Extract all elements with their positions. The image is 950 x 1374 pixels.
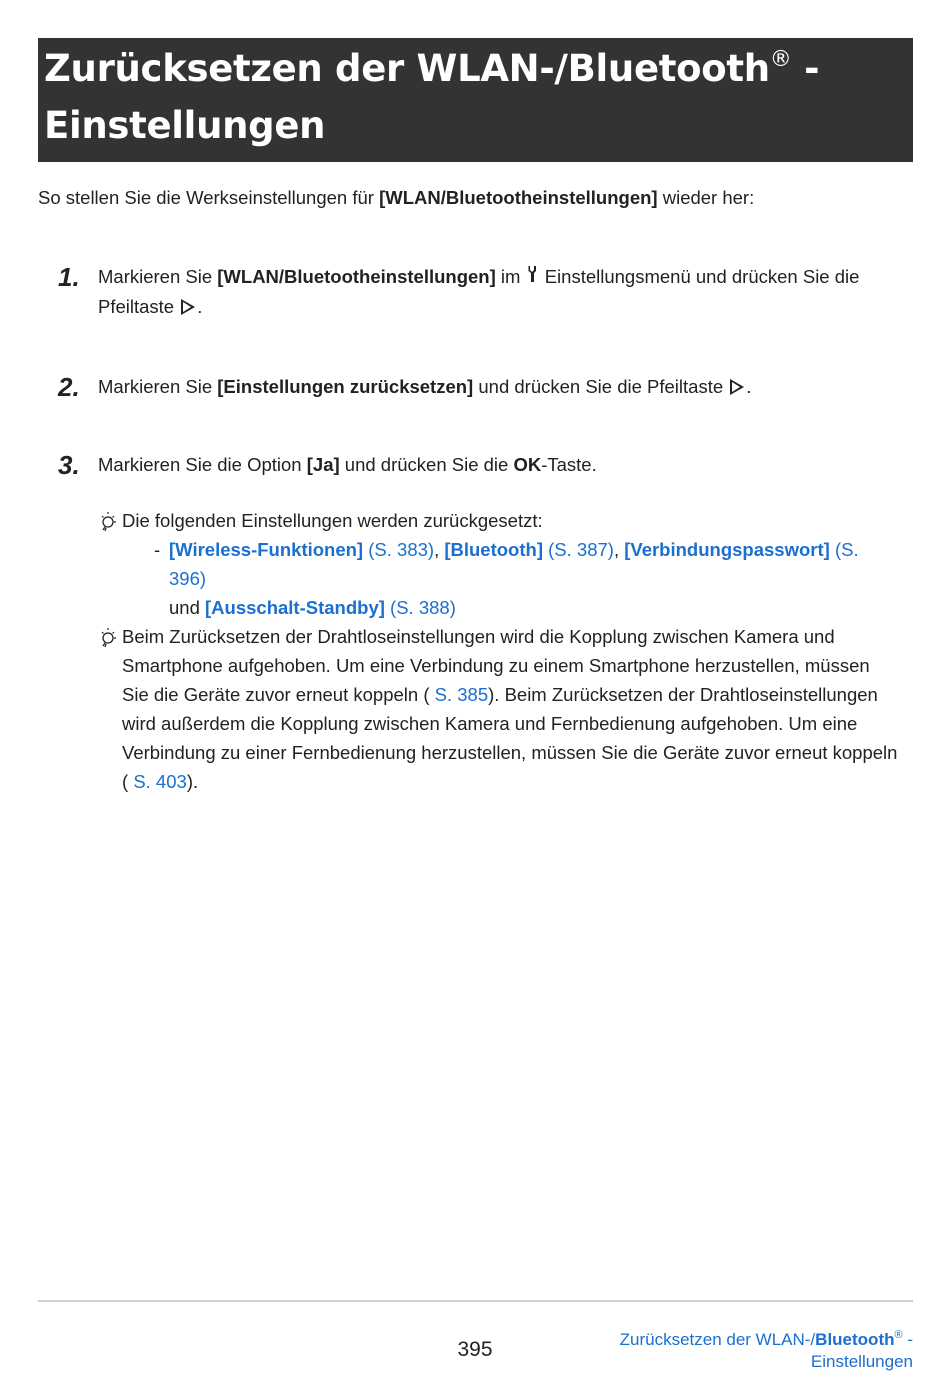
step-text-part: . [197, 296, 203, 317]
link-bluetooth[interactable]: [Bluetooth] [444, 539, 543, 560]
page-ref-link[interactable]: (S. 396) [169, 539, 859, 589]
separator: , [434, 539, 445, 560]
page-title [44, 40, 907, 154]
tip-lightbulb-icon [100, 626, 120, 648]
arrow-right-icon [730, 379, 744, 395]
page-title-dash: - [791, 47, 820, 90]
step-text [98, 262, 898, 322]
tip-text: Die folgenden Einstellungen werden zurückgesetzt: [122, 510, 543, 531]
ok-button-label: OK [513, 454, 542, 475]
footer-title-line2: Einstellungen [810, 1352, 913, 1371]
step-text [98, 372, 898, 402]
footer-title-text: Zurücksetzen der WLAN-/ [619, 1330, 816, 1349]
step-text-part: im [495, 266, 526, 287]
step-text-part: und drücken Sie die [339, 454, 514, 475]
tip-text: ). Beim Zurücksetzen der Drahtloseinstellungen wird außerdem die Kopplung zwischen Kamera und Fernbedienung aufgehoben. Um eine Verbindung zu einer Fernbedienung herzustellen, müssen Sie die Geräte zuvor erneut koppeln ( [122, 684, 898, 792]
step-text-part: und drücken Sie die Pfeiltaste [473, 376, 729, 397]
wrench-icon [528, 262, 538, 292]
page-ref-link[interactable]: S. 403 [133, 771, 187, 792]
tips-section [100, 506, 900, 796]
menu-item-name: [WLAN/Bluetootheinstellungen] [217, 266, 496, 287]
link-connection-password[interactable]: [Verbindungspasswort] [624, 539, 830, 560]
tip-2 [100, 622, 900, 796]
step-text-part: Einstellungsmenü und drücken Sie die Pfeiltaste [98, 266, 860, 317]
list-dash: - [154, 539, 161, 560]
list-text: und [169, 597, 206, 618]
step-text [98, 450, 898, 480]
page-ref-link[interactable]: S. 385 [434, 684, 489, 705]
footer-title-dash: - [902, 1330, 913, 1349]
page-number: 395 [457, 1338, 493, 1361]
menu-item-name: [Einstellungen zurücksetzen] [217, 376, 474, 397]
link-wireless-functions[interactable]: [Wireless-Funktionen] [169, 539, 364, 560]
step-text-part: Markieren Sie die Option [98, 454, 307, 475]
reset-settings-list [122, 535, 900, 622]
registered-mark: ® [769, 47, 792, 72]
step-text-part: Markieren Sie [98, 266, 218, 287]
page-ref-link[interactable]: (S. 387) [548, 539, 614, 560]
footer-section-link[interactable] [620, 1329, 913, 1373]
step-number: 2. [58, 372, 80, 402]
page-title-bar [38, 38, 913, 162]
page-title-line2: Einstellungen [44, 104, 326, 147]
footer-title-bold: Bluetooth [815, 1330, 895, 1349]
step-text-part: Markieren Sie [98, 376, 218, 397]
tip-text: ). [186, 771, 199, 792]
intro-text: So stellen Sie die Werkseinstellungen für [38, 187, 380, 208]
intro-paragraph [38, 184, 754, 212]
footer-divider [38, 1300, 913, 1302]
step-number: 3. [58, 450, 80, 480]
tip-1 [100, 506, 900, 622]
tip-lightbulb-icon [100, 510, 120, 532]
step-text-part: . [746, 376, 752, 397]
tip-text: Beim Zurücksetzen der Drahtloseinstellungen wird die Kopplung zwischen Kamera und Smartphone aufgehoben. Um eine Verbindung zu einem Smartphone herzustellen, müssen Sie die Geräte zuvor erneut koppeln ( [122, 626, 870, 705]
step-text-part: -Taste. [541, 454, 597, 475]
separator: , [613, 539, 625, 560]
menu-option-name: [Ja] [306, 454, 340, 475]
page-title-text: Zurücksetzen der WLAN-/Bluetooth [44, 47, 770, 90]
arrow-right-icon [181, 299, 195, 315]
registered-mark: ® [894, 1329, 903, 1341]
step-number: 1. [58, 262, 80, 292]
page-ref-link[interactable]: (S. 383) [368, 539, 435, 560]
link-power-off-standby[interactable]: [Ausschalt-Standby] [205, 597, 385, 618]
page-ref-link[interactable]: (S. 388) [390, 597, 456, 618]
intro-text-end: wieder her: [657, 187, 755, 208]
intro-menu-name: [WLAN/Bluetootheinstellungen] [379, 187, 658, 208]
